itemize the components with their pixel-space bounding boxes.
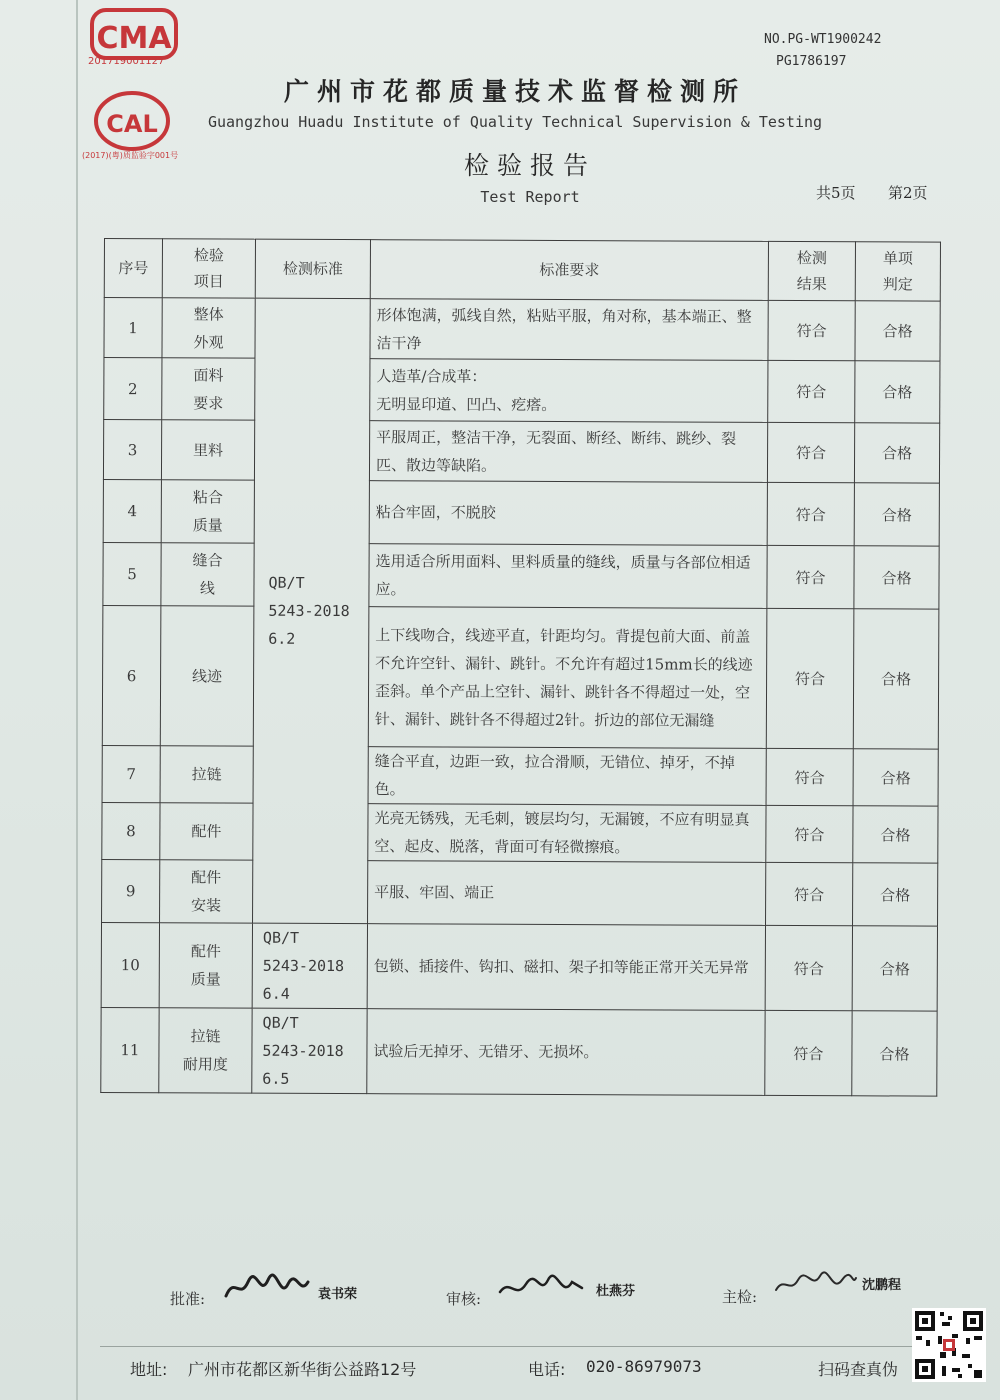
row-seq: 10 (101, 922, 159, 1007)
header-item-line1: 检验 (193, 246, 224, 265)
row-judgment: 合格 (855, 301, 940, 361)
table-row (102, 802, 938, 863)
header-seq: 序号 (104, 239, 162, 298)
row-item: 拉链 (160, 746, 253, 803)
table-row (102, 859, 938, 926)
address-label: 地址: (130, 1360, 168, 1379)
item-line2: 安装 (191, 896, 222, 915)
row-seq: 1 (104, 298, 162, 358)
table-row (102, 745, 938, 806)
header-item-line2: 项目 (193, 272, 224, 291)
row-judgment: 合格 (852, 1011, 937, 1096)
inspect-name: 沈鹏程 (862, 1278, 902, 1293)
row-item (162, 358, 255, 420)
report-number: NO.PG-WT1900242 (764, 32, 882, 47)
address: 广州市花都区新华街公益路12号 (188, 1360, 417, 1379)
row-item (161, 543, 254, 606)
inspect-signature-scribble (772, 1266, 860, 1302)
header-result-line2: 结果 (796, 275, 827, 294)
row-requirement: 光亮无锈残，无毛刺，镀层均匀，无漏镀，不应有明显真空、起皮、脱落，背面可有轻微擦痕。 (368, 804, 766, 863)
header-judgment-line2: 判定 (882, 275, 913, 294)
row-judgment: 合格 (854, 423, 939, 483)
row-result: 符合 (767, 422, 854, 482)
table-row (104, 298, 940, 362)
std-line3: 6.4 (262, 984, 290, 1003)
institute-name-en: Guangzhou Huadu Institute of Quality Technical Supervision & Testing (207, 113, 823, 131)
row-item: 里料 (161, 420, 254, 480)
item-line1: 缝合 (192, 551, 223, 570)
std-line1: QB/T (262, 928, 300, 947)
header-judgment (855, 242, 940, 301)
req-line1: 人造革/合成革： (376, 366, 487, 386)
std-line2: 5243-2018 (268, 601, 350, 621)
row-judgment: 合格 (852, 926, 937, 1011)
review-name: 杜燕芬 (596, 1284, 636, 1299)
row-requirement: 缝合平直，边距一致，拉合滑顺，无错位、掉牙，不掉色。 (368, 747, 766, 806)
row-result: 符合 (768, 360, 855, 422)
review-signature (496, 1270, 586, 1312)
row-seq: 9 (102, 859, 160, 922)
table-row (102, 605, 939, 749)
table-row (101, 1007, 937, 1096)
row-result: 符合 (765, 1010, 852, 1095)
approve-signature (222, 1270, 312, 1312)
row-result: 符合 (767, 545, 854, 608)
row-item: 线迹 (160, 606, 254, 746)
row-judgment: 合格 (855, 361, 940, 423)
row-judgment: 合格 (853, 609, 939, 749)
row-requirement: 形体饱满，弧线自然，粘贴平服，角对称，基本端正、整洁干净 (370, 299, 768, 361)
std-line3: 6.5 (262, 1069, 290, 1088)
row-requirement: 粘合牢固，不脱胶 (369, 481, 767, 546)
row-seq: 5 (103, 542, 161, 605)
row-result: 符合 (766, 862, 853, 925)
item-line2: 质量 (192, 516, 223, 535)
row-result: 符合 (768, 300, 855, 360)
std-line3: 6.2 (268, 629, 296, 648)
item-line1: 粘合 (192, 488, 223, 507)
row-result: 符合 (766, 805, 853, 862)
page-number: 第2页 (888, 184, 928, 202)
header-judgment-line1: 单项 (882, 249, 913, 268)
row-item: 配件 (160, 803, 253, 860)
item-line1: 配件 (191, 868, 222, 887)
table-row (103, 479, 939, 546)
cal-logo-text: CAL (106, 110, 158, 138)
approve-label: 批准: (170, 1290, 206, 1308)
row-requirement: 试验后无掉牙、无错牙、无损坏。 (367, 1009, 765, 1096)
item-line2: 耐用度 (182, 1055, 228, 1074)
row-item (161, 480, 254, 543)
row-requirement: 平服周正，整洁干净，无裂面、断经、断纬、跳纱、裂匹、散边等缺陷。 (369, 421, 767, 483)
row-seq: 8 (102, 802, 160, 859)
cma-logo-text: CMA (96, 21, 172, 56)
std-line2: 5243-2018 (262, 1041, 344, 1061)
header-item (162, 239, 255, 298)
approve-signature-scribble (222, 1270, 312, 1306)
row-requirement: 上下线吻合，线迹平直，针距均匀。背提包前大面、前盖不允许空针、漏针、跳针。不允许有超过15mm长的线迹歪斜。单个产品上空针、漏针、跳针各不得超过一处，空针、漏针、跳针各不得超过2针。折边的部位无漏缝 (368, 607, 767, 749)
cma-number: 201719001127 (88, 56, 165, 67)
row-item (159, 923, 252, 1008)
inspect-label: 主检: (722, 1288, 758, 1306)
row-item (159, 1008, 252, 1093)
verify-text: 扫码查真伪 (818, 1360, 899, 1379)
institute-name-cn: 广州市花都质量技术监督检测所 (283, 77, 746, 106)
row-result: 符合 (766, 608, 854, 748)
table-header-row (104, 239, 940, 302)
standard-group-2 (252, 923, 367, 1009)
phone-label: 电话: (528, 1360, 566, 1379)
qr-code-icon[interactable] (912, 1308, 986, 1382)
cal-certificate-text: (2017)(粤)质监验字001号 (82, 151, 179, 160)
table-row (104, 358, 940, 424)
row-seq: 3 (103, 420, 161, 480)
page-edge (76, 0, 78, 1400)
table-row (101, 922, 937, 1011)
standard-group-3 (252, 1008, 367, 1094)
row-seq: 4 (103, 479, 161, 542)
report-title-en: Test Report (480, 188, 580, 206)
row-judgment: 合格 (854, 483, 939, 546)
item-line2: 线 (199, 579, 216, 598)
inspect-signature (772, 1266, 860, 1308)
report-title-cn: 检验报告 (463, 151, 596, 180)
header-result-line1: 检测 (796, 249, 827, 268)
row-judgment: 合格 (853, 749, 938, 806)
item-line2: 质量 (190, 970, 221, 989)
row-seq: 2 (104, 358, 162, 420)
std-line1: QB/T (268, 573, 305, 592)
header-result (768, 241, 855, 300)
row-judgment: 合格 (853, 863, 938, 926)
item-line2: 外观 (193, 332, 224, 352)
req-line2: 无明显印道、凹凸、疙瘩。 (376, 394, 557, 414)
pg-number: PG1786197 (776, 54, 847, 69)
item-line1: 面料 (193, 365, 224, 385)
row-result: 符合 (767, 482, 854, 545)
page-count: 共5页 (816, 184, 856, 202)
std-line2: 5243-2018 (262, 956, 345, 976)
row-judgment: 合格 (854, 546, 939, 609)
header-requirement: 标准要求 (370, 240, 768, 301)
row-item (162, 298, 255, 358)
header-standard: 检测标准 (255, 239, 370, 299)
row-result: 符合 (765, 925, 852, 1010)
row-requirement: 包锁、插接件、钩扣、磁扣、架子扣等能正常开关无异常 (367, 924, 765, 1011)
item-line1: 拉链 (190, 1027, 221, 1046)
item-line1: 整体 (193, 304, 224, 324)
table-row (103, 542, 939, 609)
std-line1: QB/T (262, 1013, 299, 1032)
footer-divider (100, 1346, 940, 1347)
row-result: 符合 (766, 748, 853, 805)
row-requirement: 平服、牢固、端正 (368, 861, 766, 926)
row-judgment: 合格 (853, 806, 938, 863)
row-seq: 11 (101, 1007, 159, 1092)
row-seq: 6 (102, 605, 161, 745)
review-label: 审核: (446, 1290, 482, 1308)
table-row (103, 420, 939, 484)
row-item (160, 860, 253, 923)
approve-name: 袁书荣 (318, 1287, 358, 1302)
row-seq: 7 (102, 745, 160, 802)
item-line2: 要求 (193, 393, 224, 413)
row-requirement (370, 359, 768, 423)
item-line1: 配件 (190, 942, 221, 961)
standard-group-1 (253, 298, 371, 923)
row-requirement: 选用适合所用面料、里料质量的缝线，质量与各部位相适应。 (369, 544, 767, 609)
test-results-table (100, 238, 941, 1097)
phone-number: 020-86979073 (586, 1357, 702, 1376)
review-signature-scribble (496, 1270, 586, 1306)
